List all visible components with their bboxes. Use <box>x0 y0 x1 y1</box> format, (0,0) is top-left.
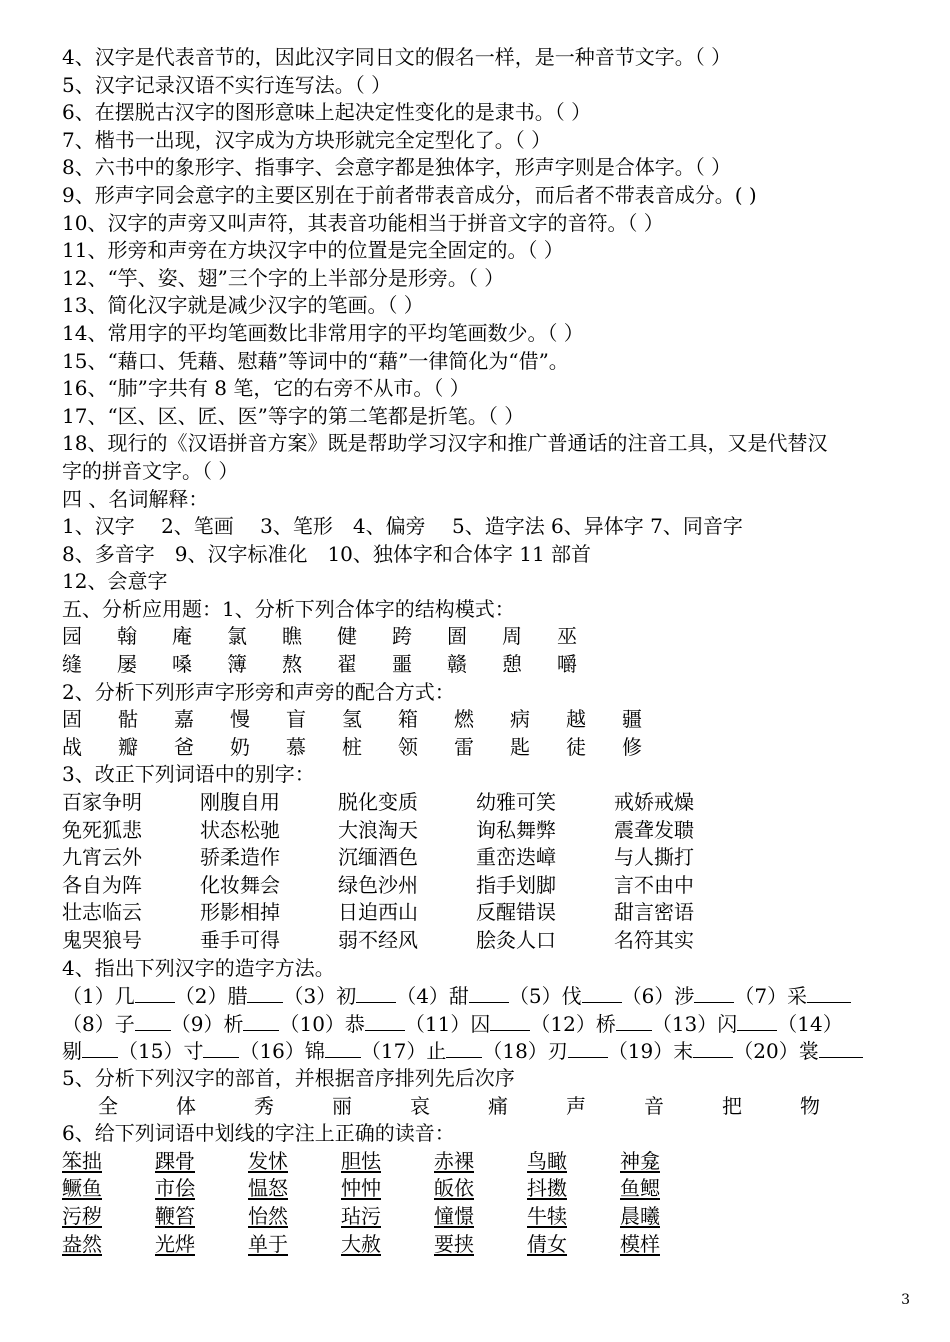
pronunciation-word: 鱼鳃 <box>620 1176 660 1201</box>
typo-word: 骄柔造作 <box>200 845 280 870</box>
pronunciation-word: 抖擞 <box>527 1176 567 1201</box>
typo-word: 状态松驰 <box>200 817 280 842</box>
pronunciation-word: 要挟 <box>434 1231 474 1256</box>
method-label: 剔 <box>62 1039 82 1064</box>
typo-row <box>62 844 912 872</box>
answer-blank <box>616 1010 652 1031</box>
pronunciation-word: 鳜鱼 <box>62 1176 102 1201</box>
phono-char: 病 <box>510 707 530 732</box>
true-false-item: 17、“区、区、匠、医”等字的第二笔都是折笔。（ ） <box>62 403 525 428</box>
method-label: （20）裳 <box>733 1039 819 1064</box>
method-label: （10）恭 <box>279 1011 365 1036</box>
true-false-item: 15、“藉口、凭藉、慰藉”等词中的“藉”一律简化为“借”。 <box>62 348 569 373</box>
structure-char: 缝 <box>62 652 82 677</box>
radical-char: 全 <box>98 1093 118 1118</box>
method-label: （13）闪 <box>651 1011 738 1036</box>
typo-table <box>62 789 912 955</box>
typo-word: 鬼哭狼号 <box>62 928 142 952</box>
true-false-item: 9、形声字同会意字的主要区别在于前者带表音成分，而后者不带表音成分。( ) <box>62 182 757 207</box>
answer-blank <box>693 1037 733 1058</box>
phono-char: 燃 <box>454 707 474 732</box>
answer-blank <box>82 1037 118 1058</box>
typo-word: 大浪淘天 <box>338 817 418 842</box>
true-false-item: 字的拼音文字。（ ） <box>62 458 239 483</box>
analysis-heading: 五、分析应用题：1、分析下列合体字的结构模式： <box>62 596 515 621</box>
phono-char: 固 <box>62 707 82 732</box>
phono-char: 盲 <box>286 707 306 732</box>
radical-char: 哀 <box>410 1093 430 1118</box>
pronunciation-word: 踝骨 <box>155 1148 195 1173</box>
typo-word: 询私舞弊 <box>476 817 556 842</box>
radical-char: 丽 <box>332 1093 352 1118</box>
typo-word: 指手划脚 <box>476 872 556 897</box>
answer-blank <box>365 1010 405 1031</box>
pronunciation-word: 模样 <box>620 1231 660 1256</box>
q5-heading: 5、分析下列汉字的部首，并根据音序排列先后次序 <box>62 1065 515 1090</box>
phono-char: 桩 <box>342 734 362 759</box>
method-label: （7）采 <box>734 984 808 1009</box>
pronunciation-word: 怡然 <box>248 1203 288 1228</box>
phono-char: 领 <box>398 734 418 759</box>
phono-char: 嘉 <box>174 707 194 732</box>
typo-word: 形影相掉 <box>200 900 280 925</box>
method-label: （16）锦 <box>239 1039 325 1064</box>
method-label: （14） <box>777 1011 843 1036</box>
phono-char: 匙 <box>510 734 530 759</box>
radical-char: 把 <box>722 1093 742 1118</box>
phono-char: 氢 <box>342 707 362 732</box>
structure-char: 庵 <box>172 624 192 649</box>
true-false-item: 18、现行的《汉语拼音方案》既是帮助学习汉字和推广普通话的注音工具，又是代替汉 <box>62 431 828 456</box>
method-label: （1）几 <box>62 984 135 1009</box>
method-line <box>62 1010 912 1038</box>
true-false-item: 8、六书中的象形字、指事字、会意字都是独体字，形声字则是合体字。（ ） <box>62 155 732 180</box>
answer-blank <box>135 982 175 1003</box>
terms-heading: 四 、名词解释： <box>62 486 209 511</box>
method-label: （12）桥 <box>530 1011 616 1036</box>
typo-row <box>62 789 912 817</box>
pronunciation-word: 市侩 <box>155 1176 195 1201</box>
typo-word: 震聋发聩 <box>614 817 694 842</box>
pronunciation-word: 笨拙 <box>62 1148 102 1173</box>
method-label: （3）初 <box>283 984 357 1009</box>
typo-row <box>62 872 912 900</box>
true-false-item: 12、“竽、姿、翅”三个字的上半部分是形旁。（ ） <box>62 265 505 290</box>
true-false-list <box>62 44 912 486</box>
structure-char: 健 <box>337 624 357 649</box>
typo-word: 言不由中 <box>614 872 694 897</box>
pronunciation-word: 大赦 <box>341 1231 381 1256</box>
typo-word: 反醒错误 <box>476 900 556 925</box>
true-false-item: 10、汉字的声旁又叫声符，其表音功能相当于拼音文字的音符。（ ） <box>62 210 664 235</box>
structure-char: 屡 <box>117 652 137 677</box>
answer-blank <box>203 1037 239 1058</box>
typo-word: 甜言密语 <box>614 900 694 925</box>
answer-blank <box>325 1037 361 1058</box>
pronunciation-word: 倩女 <box>527 1231 567 1256</box>
typo-word: 百家争明 <box>62 790 142 815</box>
radical-char: 物 <box>800 1093 820 1118</box>
phono-char: 骷 <box>118 707 138 732</box>
true-false-item: 6、在摆脱古汉字的图形意味上起决定性变化的是隶书。（ ） <box>62 100 592 125</box>
method-label: （4）甜 <box>396 984 469 1009</box>
phono-char: 箱 <box>398 707 418 732</box>
typo-word: 绿色沙州 <box>338 872 418 897</box>
pronunciation-word: 牛犊 <box>527 1203 567 1228</box>
phono-char: 慢 <box>230 707 250 732</box>
true-false-item: 4、汉字是代表音节的，因此汉字同日文的假名一样，是一种音节文字。（ ） <box>62 45 732 69</box>
q3-heading: 3、改正下列词语中的别字： <box>62 762 315 787</box>
structure-char: 噩 <box>392 652 412 677</box>
typo-word: 沉缅酒色 <box>338 845 418 870</box>
true-false-item: 7、楷书一出现，汉字成为方块形就完全定型化了。（ ） <box>62 127 552 152</box>
structure-row <box>62 623 912 651</box>
typo-word: 免死狐悲 <box>62 817 142 842</box>
phono-row <box>62 734 912 762</box>
pronunciation-row <box>62 1203 912 1231</box>
pronunciation-word: 单于 <box>248 1231 288 1256</box>
answer-blank <box>582 982 622 1003</box>
pronunciation-word: 皈依 <box>434 1176 474 1201</box>
method-label: （6）涉 <box>621 984 695 1009</box>
radical-char: 体 <box>176 1093 196 1118</box>
phono-row <box>62 706 912 734</box>
radical-char: 痛 <box>488 1093 508 1118</box>
q2-heading: 2、分析下列形声字形旁和声旁的配合方式： <box>62 679 455 704</box>
typo-word: 垂手可得 <box>200 928 280 952</box>
typo-word: 弱不经风 <box>338 928 418 952</box>
structure-char: 嚼 <box>557 652 577 677</box>
answer-blank <box>446 1037 482 1058</box>
phono-char: 奶 <box>230 734 250 759</box>
structure-char: 巫 <box>557 624 577 649</box>
typo-word: 脍灸人口 <box>476 928 556 952</box>
structure-char: 圄 <box>447 624 467 649</box>
phono-char: 修 <box>622 734 642 759</box>
true-false-item: 13、简化汉字就是减少汉字的笔画。（ ） <box>62 293 424 318</box>
pronunciation-word: 鞭笞 <box>155 1203 195 1228</box>
answer-blank <box>243 1010 279 1031</box>
true-false-item: 16、“肺”字共有 8 笔，它的右旁不从市。（ ） <box>62 376 470 401</box>
pronunciation-word: 发怵 <box>248 1148 288 1173</box>
structure-char: 跨 <box>392 624 412 649</box>
pronunciation-word: 愠怒 <box>248 1176 288 1201</box>
method-label: （11）囚 <box>404 1011 491 1036</box>
true-false-item: 14、常用字的平均笔画数比非常用字的平均笔画数少。（ ） <box>62 320 584 345</box>
pronunciation-word: 盎然 <box>62 1231 102 1256</box>
pronunciation-table <box>62 1148 912 1258</box>
method-label: （17）止 <box>360 1039 447 1064</box>
method-label: （9）析 <box>170 1011 244 1036</box>
answer-blank <box>356 982 396 1003</box>
radical-char: 音 <box>644 1093 664 1118</box>
structure-char: 熬 <box>282 652 302 677</box>
phono-char: 爸 <box>174 734 194 759</box>
structure-char: 园 <box>62 624 82 649</box>
typo-word: 脱化变质 <box>338 790 418 815</box>
typo-word: 与人撕打 <box>614 845 694 870</box>
typo-word: 幼雅可笑 <box>476 790 556 815</box>
terms-section <box>62 486 912 596</box>
radical-row <box>62 1093 912 1121</box>
structure-char: 瞧 <box>282 624 302 649</box>
answer-blank <box>469 982 509 1003</box>
phono-char: 瓣 <box>118 734 138 759</box>
structure-char: 氯 <box>227 624 247 649</box>
pronunciation-word: 玷污 <box>341 1203 381 1228</box>
typo-row <box>62 927 912 955</box>
typo-word: 戒娇戒燥 <box>614 790 694 815</box>
structure-char: 周 <box>502 624 522 649</box>
pronunciation-word: 神龛 <box>620 1148 660 1173</box>
terms-line: 8、多音字 9、汉字标准化 10、独体字和合体字 11 部首 <box>62 541 592 566</box>
structure-char: 翟 <box>337 652 357 677</box>
pronunciation-word: 憧憬 <box>434 1203 474 1228</box>
answer-blank <box>135 1010 171 1031</box>
phono-char: 雷 <box>454 734 474 759</box>
phono-char: 战 <box>62 734 82 759</box>
typo-word: 日迫西山 <box>338 900 418 925</box>
method-line <box>62 982 912 1010</box>
typo-row <box>62 899 912 927</box>
typo-word: 名符其实 <box>614 928 694 952</box>
typo-word: 九宵云外 <box>62 845 142 870</box>
radical-char: 秀 <box>254 1093 274 1118</box>
answer-blank <box>247 982 283 1003</box>
answer-blank <box>737 1010 777 1031</box>
structure-char: 赣 <box>447 652 467 677</box>
answer-blank <box>568 1037 608 1058</box>
answer-blank <box>490 1010 530 1031</box>
method-label: （19）末 <box>607 1039 694 1064</box>
pronunciation-word: 胆怯 <box>341 1148 381 1173</box>
pronunciation-word: 赤裸 <box>434 1148 474 1173</box>
typo-word: 壮志临云 <box>62 900 142 925</box>
typo-row <box>62 817 912 845</box>
answer-blank <box>819 1037 863 1058</box>
page-number: 3 <box>901 1292 910 1308</box>
pronunciation-row <box>62 1148 912 1176</box>
pronunciation-word: 鸟瞰 <box>527 1148 567 1173</box>
pronunciation-row <box>62 1231 912 1259</box>
typo-word: 各自为阵 <box>62 872 142 897</box>
typo-word: 化妆舞会 <box>200 872 280 897</box>
phono-char: 慕 <box>286 734 306 759</box>
typo-word: 刚腹自用 <box>200 790 280 815</box>
method-label: （15）寸 <box>118 1039 204 1064</box>
method-label: （2）腊 <box>174 984 248 1009</box>
method-list <box>62 982 912 1065</box>
method-label: （8）子 <box>62 1011 135 1036</box>
phono-char: 越 <box>566 707 586 732</box>
document-page <box>62 44 912 1258</box>
structure-char: 嗓 <box>172 652 192 677</box>
answer-blank <box>694 982 734 1003</box>
pronunciation-row <box>62 1175 912 1203</box>
pronunciation-word: 污秽 <box>62 1203 102 1228</box>
structure-row <box>62 651 912 679</box>
method-line <box>62 1037 912 1065</box>
answer-blank <box>807 982 851 1003</box>
terms-line: 12、会意字 <box>62 569 168 594</box>
structure-char: 簿 <box>227 652 247 677</box>
radical-char: 声 <box>566 1093 586 1118</box>
phono-char: 疆 <box>622 707 642 732</box>
structure-char: 翰 <box>117 624 137 649</box>
phono-char: 徒 <box>566 734 586 759</box>
structure-char: 憩 <box>502 652 522 677</box>
q4-heading: 4、指出下列汉字的造字方法。 <box>62 955 335 980</box>
terms-line: 1、汉字 2、笔画 3、笔形 4、偏旁 5、造字法 6、异体字 7、同音字 <box>62 514 743 539</box>
typo-word: 重峦迭嶂 <box>476 845 556 870</box>
pronunciation-word: 晨曦 <box>620 1203 660 1228</box>
pronunciation-word: 忡忡 <box>341 1176 381 1201</box>
method-label: （18）刃 <box>482 1039 568 1064</box>
true-false-item: 11、形旁和声旁在方块汉字中的位置是完全固定的。（ ） <box>62 238 564 263</box>
pronunciation-word: 光烨 <box>155 1231 195 1256</box>
q6-heading: 6、给下列词语中划线的字注上正确的读音： <box>62 1121 455 1146</box>
method-label: （5）伐 <box>508 984 582 1009</box>
true-false-item: 5、汉字记录汉语不实行连写法。（ ） <box>62 72 392 97</box>
